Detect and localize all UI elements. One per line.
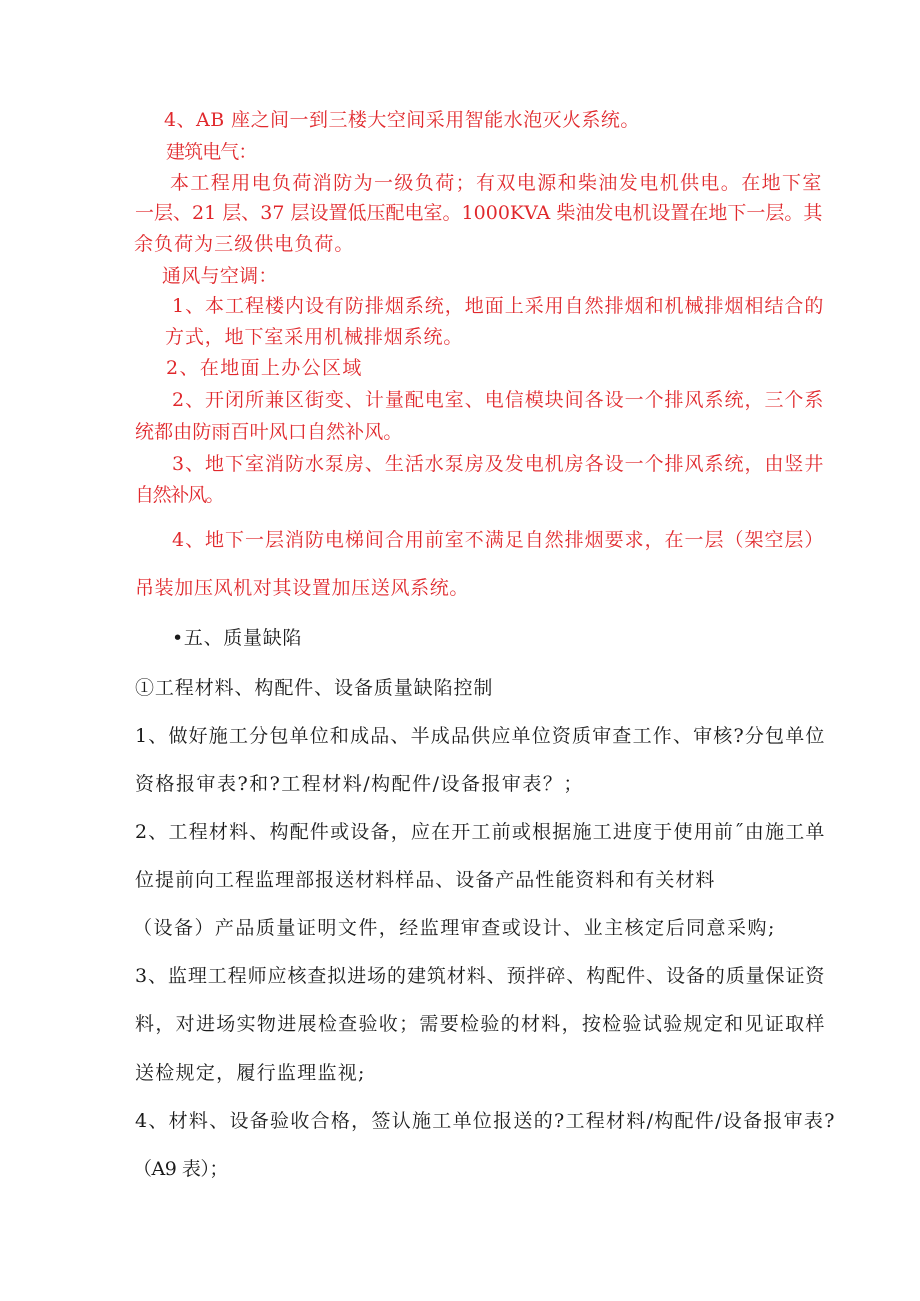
paragraph-line: （A9 表）； [133, 1158, 228, 1180]
paragraph-line: 4、材料、设备验收合格，签认施工单位报送的?工程材料/构配件/设备报审表? [135, 1110, 836, 1132]
paragraph-line: 送检规定，履行监理监视; [135, 1062, 366, 1084]
paragraph-line: 2、开闭所兼区街变、计量配电室、电信模块间各设一个排风系统，三个系 [172, 389, 825, 411]
paragraph-line: 自然补风。 [135, 484, 223, 506]
paragraph-line: 1、本工程楼内设有防排烟系统，地面上采用自然排烟和机械排烟相结合的 [172, 295, 825, 317]
paragraph-line: （设备）产品质量证明文件，经监理审查或设计、业主核定后同意采购; [133, 917, 776, 939]
paragraph-line: 料，对进场实物进展检查验收；需要检验的材料，按检验试验规定和见证取样 [135, 1013, 826, 1035]
paragraph-line: 位提前向工程监理部报送材料样品、设备产品性能资料和有关材料 [135, 869, 716, 891]
paragraph-line: 4、AB 座之间一到三楼大空间采用智能水泡灭火系统。 [164, 109, 640, 131]
paragraph-line: 3、监理工程师应核查拟进场的建筑材料、预拌碎、构配件、设备的质量保证资 [135, 965, 826, 987]
paragraph-line: 资格报审表?和?工程材料/构配件/设备报审表？； [135, 773, 584, 795]
paragraph-line: 3、地下室消防水泵房、生活水泵房及发电机房各设一个排风系统，由竖井 [172, 453, 825, 475]
subsection-heading: ①工程材料、构配件、设备质量缺陷控制 [135, 677, 494, 699]
paragraph-line: 吊装加压风机对其设置加压送风系统。 [135, 577, 470, 599]
paragraph-line: 本工程用电负荷消防为一级负荷；有双电源和柴油发电机供电。在地下室 [170, 172, 823, 194]
section-heading-hvac: 通风与空调： [162, 265, 278, 287]
paragraph-line: 余负荷为三级供电负荷。 [134, 233, 355, 255]
paragraph-line: 4、地下一层消防电梯间合用前室不满足自然排烟要求，在一层（架空层） [172, 529, 825, 551]
paragraph-line: 统都由防雨百叶风口自然补风。 [135, 421, 403, 443]
paragraph-line: 一层、21 层、37 层设置低压配电室。1000KVA 柴油发电机设置在地下一层。其 [135, 202, 823, 224]
section-heading-quality-defects: •五、质量缺陷 [172, 627, 303, 649]
paragraph-line: 1、做好施工分包单位和成品、半成品供应单位资质审查工作、审核?分包单位 [135, 725, 826, 747]
section-heading-electrical: 建筑电气： [166, 141, 257, 163]
paragraph-line: 2、工程材料、构配件或设备，应在开工前或根据施工进度于使用前˝由施工单 [135, 821, 826, 843]
paragraph-line: 方式，地下室采用机械排烟系统。 [165, 326, 464, 348]
paragraph-line: 2、在地面上办公区域 [166, 357, 363, 379]
